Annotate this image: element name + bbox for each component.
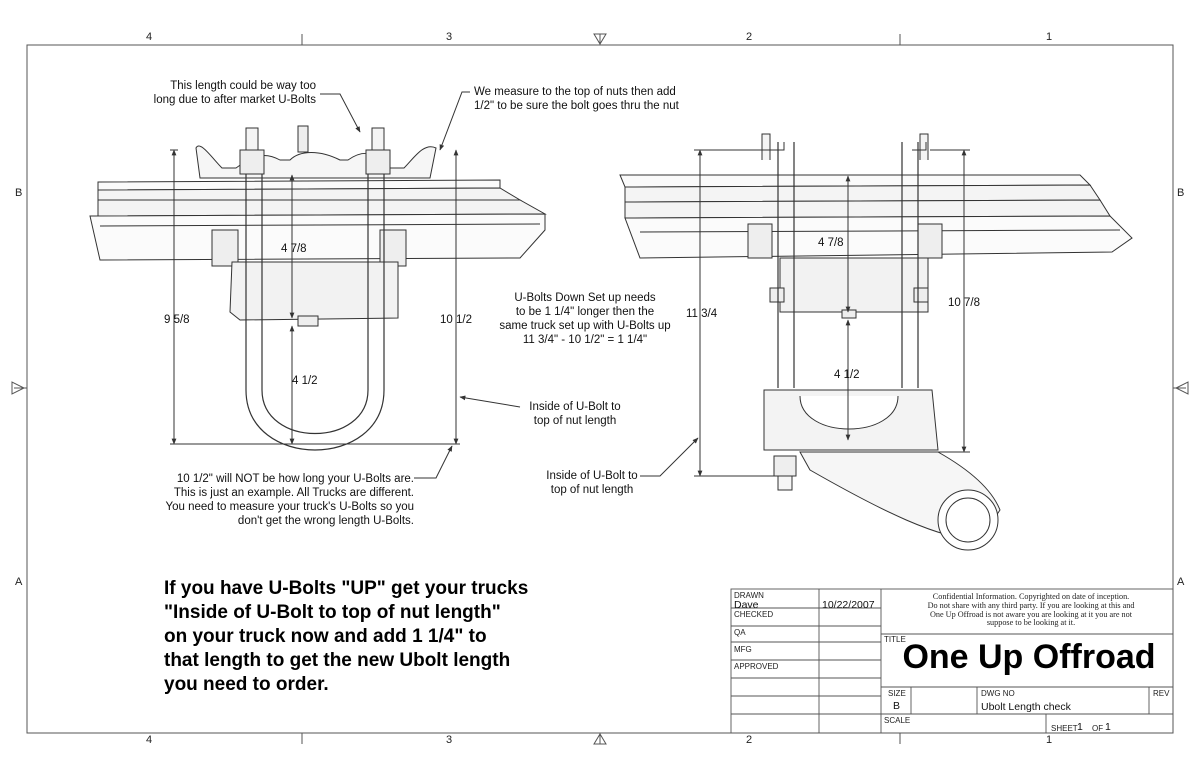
instructions-line-4: that length to get the new Ubolt length [164,650,511,671]
tb-company-name: One Up Offroad [902,638,1156,676]
note-bottom-line-1: 10 1/2" will NOT be how long your U-Bolts are. [176,473,414,485]
tb-sheet-label: SHEET [1051,724,1078,733]
zone-top-1: 1 [1046,31,1053,43]
instructions-line-3: on your truck now and add 1 1/4" to [164,626,487,647]
tb-confidential-line-4: suppose to be looking at it. [986,618,1076,628]
zone-right-b: B [1177,187,1185,199]
instructions-line-1: If you have U-Bolts "UP" get your trucks [164,578,529,599]
left-dim-outer-right: 10 1/2 [440,314,472,326]
tb-drawn-date: 10/22/2007 [822,599,875,611]
zone-left-b: B [15,187,23,199]
note-aftermarket-line-1: This length could be way too [170,80,316,92]
right-view-ubolts-down [620,134,1132,550]
tb-title-label: TITLE [884,635,906,644]
zone-bottom-2: 2 [746,734,753,746]
tb-size-label: SIZE [888,689,906,698]
instructions-line-2: "Inside of U-Bolt to top of nut length" [164,602,501,623]
tb-confidential-line-1: Confidential Information. Copyrighted on date of inception. [932,592,1130,601]
right-callout-line-1: Inside of U-Bolt to [546,470,638,482]
tb-drawn-by: Dave [734,599,759,611]
right-callout-inside [530,469,654,497]
tb-sheet-num: 1 [1077,721,1083,733]
note-measure-top-of-nuts [474,85,679,113]
tb-confidential-line-3: One Up Offroad is not aware you are looking at it you are not [930,609,1132,619]
tb-confidential-notice [906,593,1156,628]
tb-mfg-label: MFG [734,645,752,654]
note-not-your-length [150,472,414,528]
right-dim-outer-left: 11 3/4 [686,308,718,320]
tb-approved-label: APPROVED [734,662,779,671]
note-down-line-1: U-Bolts Down Set up needs [514,292,656,304]
zone-bottom-4: 4 [146,734,153,746]
note-measure-line-2: 1/2" to be sure the bolt goes thru the nut [474,100,679,112]
tb-qa-label: QA [734,628,746,637]
zone-top-3: 3 [446,31,453,43]
note-aftermarket-length [120,79,316,107]
note-down-line-3: same truck set up with U-Bolts up [499,320,671,332]
left-dim-outer-left: 9 5/8 [164,314,190,326]
tb-checked-label: CHECKED [734,610,774,619]
left-callout-line-1: Inside of U-Bolt to [529,401,621,413]
note-bottom-line-3: You need to measure your truck's U-Bolts so you [165,501,414,513]
zone-top-2: 2 [746,31,753,43]
zone-top-4: 4 [146,31,153,43]
tb-sheet-total: 1 [1105,721,1111,733]
note-down-line-4: 11 3/4" - 10 1/2" = 1 1/4" [522,334,648,346]
left-view-ubolts-up [90,92,545,478]
zone-bottom-3: 3 [446,734,453,746]
left-callout-inside [510,400,640,428]
tb-drawn-label: DRAWN [734,591,764,600]
note-bottom-line-2: This is just an example. All Trucks are different. [173,487,414,499]
note-down-line-2: to be 1 1/4" longer then the [515,306,655,318]
tb-size-value: B [893,700,901,712]
right-dim-outer-right: 10 7/8 [948,297,980,309]
zone-bottom-1: 1 [1046,734,1053,746]
tb-dwg-no-value: Ubolt Length check [981,701,1071,713]
note-down-setup [480,291,690,347]
left-dim-inner-top: 4 7/8 [281,243,307,255]
tb-rev-label: REV [1153,689,1170,698]
right-dim-inner-top: 4 7/8 [818,237,844,249]
tb-of-label: OF [1092,724,1104,733]
note-bottom-line-4: don't get the wrong length U-Bolts. [237,515,414,527]
zone-right-a: A [1177,576,1185,588]
note-measure-line-1: We measure to the top of nuts then add [474,86,676,98]
left-callout-line-2: top of nut length [533,415,617,427]
instructions-ubolts-up [164,577,528,697]
tb-scale-label: SCALE [884,716,911,725]
zone-left-a: A [15,576,23,588]
tb-dwg-no-label: DWG NO [981,689,1015,698]
tb-confidential-line-2: Do not share with any third party. If you are looking at this and [927,600,1135,610]
right-dim-inner-bottom: 4 1/2 [834,369,860,381]
right-callout-line-2: top of nut length [550,484,634,496]
instructions-line-5: you need to order. [164,674,329,695]
note-aftermarket-line-2: long due to after market U-Bolts [153,94,316,106]
left-dim-inner-bottom: 4 1/2 [292,375,318,387]
